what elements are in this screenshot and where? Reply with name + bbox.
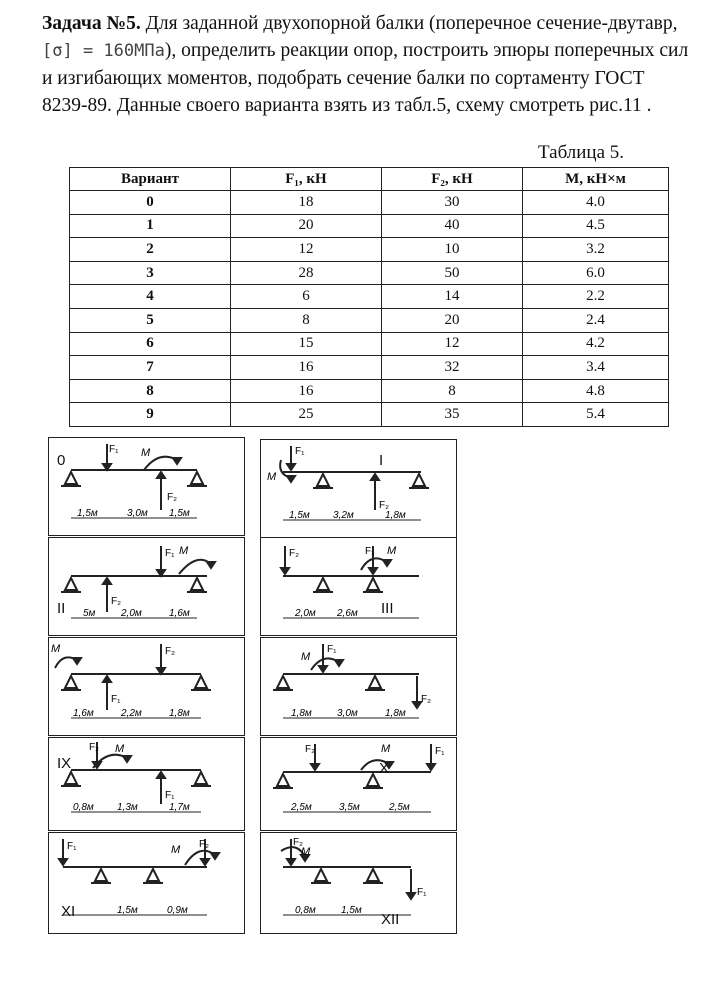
scheme-9-f2: F₂ — [293, 837, 303, 848]
scheme-1-dim-2: 3,2м — [333, 510, 354, 521]
scheme-5-m: M — [301, 651, 311, 663]
cell-m: 2.2 — [523, 285, 669, 309]
cell-f1: 18 — [231, 191, 382, 215]
table-row — [70, 308, 669, 332]
scheme-9-drawing — [261, 833, 456, 933]
scheme-8-f1: F₁ — [67, 841, 77, 852]
cell-f2: 12 — [382, 332, 523, 356]
scheme-7-f1: F₁ — [435, 746, 445, 757]
scheme-9-f1: F₁ — [417, 887, 427, 898]
cell-f1: 20 — [231, 214, 382, 238]
scheme-0-dim-2: 3,0м — [127, 508, 148, 519]
cell-f1: 25 — [231, 403, 382, 427]
scheme-2-m: M — [179, 545, 189, 557]
cell-f2: 14 — [382, 285, 523, 309]
scheme-label-I: I — [379, 452, 384, 469]
scheme-6-f2: F₂ — [89, 742, 99, 753]
scheme-5-drawing — [261, 638, 456, 735]
scheme-7-dim-1: 2,5м — [291, 802, 312, 813]
table-row — [70, 285, 669, 309]
scheme-2-dim-3: 1,6м — [169, 608, 190, 619]
cell-variant: 4 — [70, 285, 231, 309]
cell-f2: 40 — [382, 214, 523, 238]
scheme-8-dim-2: 0,9м — [167, 905, 188, 916]
task-title: Задача №5. — [42, 13, 141, 34]
header-variant: Вариант — [70, 168, 231, 191]
cell-variant: 3 — [70, 261, 231, 285]
cell-f2: 10 — [382, 238, 523, 262]
scheme-7-m: M — [381, 743, 391, 755]
scheme-3-f2: F₂ — [289, 548, 299, 559]
scheme-8-m: M — [171, 844, 181, 856]
scheme-7-drawing — [261, 738, 456, 830]
scheme-7-dim-3: 2,5м — [389, 802, 410, 813]
scheme-variant-6 — [48, 737, 245, 831]
scheme-6-m: M — [115, 743, 125, 755]
table-row — [70, 379, 669, 403]
cell-m: 4.0 — [523, 191, 669, 215]
cell-f1: 28 — [231, 261, 382, 285]
scheme-7-dim-2: 3,5м — [339, 802, 360, 813]
scheme-8-dim-1: 1,5м — [117, 905, 138, 916]
scheme-7-f2: F₂ — [305, 744, 315, 755]
scheme-3-m: M — [387, 545, 397, 557]
cell-m: 4.5 — [523, 214, 669, 238]
scheme-3-f1: F₁ — [365, 546, 375, 557]
scheme-label-X: X — [379, 760, 390, 777]
scheme-4-drawing — [49, 638, 244, 735]
scheme-1-f2: F₂ — [379, 500, 389, 511]
cell-variant: 2 — [70, 238, 231, 262]
scheme-9-dim-2: 1,5м — [341, 905, 362, 916]
cell-variant: 1 — [70, 214, 231, 238]
scheme-9-dim-1: 0,8м — [295, 905, 316, 916]
table-row — [70, 191, 669, 215]
table-row — [70, 332, 669, 356]
cell-variant: 6 — [70, 332, 231, 356]
cell-variant: 9 — [70, 403, 231, 427]
scheme-1-dim-1: 1,5м — [289, 510, 310, 521]
cell-f1: 16 — [231, 356, 382, 380]
cell-variant: 0 — [70, 191, 231, 215]
scheme-0-dim-1: 1,5м — [77, 508, 98, 519]
scheme-9-m: M — [301, 846, 311, 858]
scheme-1-m: M — [267, 471, 277, 483]
scheme-0-f2: F₂ — [167, 492, 177, 503]
scheme-6-f1: F₁ — [165, 790, 175, 801]
scheme-variant-2 — [48, 537, 245, 636]
scheme-6-dim-1: 0,8м — [73, 802, 94, 813]
scheme-label-IX: IX — [57, 755, 72, 772]
cell-f1: 15 — [231, 332, 382, 356]
scheme-0-drawing — [49, 438, 244, 535]
scheme-5-f2: F₂ — [421, 694, 431, 705]
task-statement — [42, 10, 692, 119]
cell-m: 4.8 — [523, 379, 669, 403]
cell-m: 4.2 — [523, 332, 669, 356]
scheme-3-dim-2: 2,6м — [337, 608, 358, 619]
scheme-0-f1: F₁ — [109, 444, 119, 455]
table-header-row — [70, 168, 669, 191]
scheme-1-dim-3: 1,8м — [385, 510, 406, 521]
scheme-0-m: M — [141, 447, 151, 459]
cell-variant: 8 — [70, 379, 231, 403]
task-text-after: ), определить реакции опор, построить эпюры поперечных сил и изгибающих моментов, подобрать сечение балки по сортаменту ГОСТ 8239-89. Данные своего варианта взять из табл.5, схему смотреть рис.11 . — [42, 40, 689, 116]
scheme-4-dim-3: 1,8м — [169, 708, 190, 719]
scheme-2-dim-1: 5м — [83, 608, 96, 619]
scheme-8-drawing — [49, 833, 244, 933]
scheme-variant-7 — [260, 737, 457, 831]
table-row — [70, 214, 669, 238]
scheme-variant-1 — [260, 439, 457, 538]
scheme-0-dim-3: 1,5м — [169, 508, 190, 519]
cell-f2: 35 — [382, 403, 523, 427]
scheme-3-drawing — [261, 538, 456, 635]
scheme-2-drawing — [49, 538, 244, 635]
scheme-4-f2: F₂ — [165, 646, 175, 657]
scheme-6-dim-3: 1,7м — [169, 802, 190, 813]
table-row — [70, 356, 669, 380]
scheme-6-drawing — [49, 738, 244, 830]
scheme-variant-8 — [48, 832, 245, 934]
cell-m: 3.2 — [523, 238, 669, 262]
scheme-4-dim-1: 1,6м — [73, 708, 94, 719]
cell-f1: 12 — [231, 238, 382, 262]
task-text-before: Для заданной двухопорной балки (поперечное сечение-двутавр, — [145, 13, 678, 34]
cell-f2: 30 — [382, 191, 523, 215]
header-f2: F₂, кН — [382, 168, 523, 191]
scheme-variant-9 — [260, 832, 457, 934]
scheme-label-II: II — [57, 600, 66, 617]
cell-f2: 20 — [382, 308, 523, 332]
scheme-2-dim-2: 2,0м — [121, 608, 142, 619]
scheme-1-f1: F₁ — [295, 446, 305, 457]
scheme-variant-4 — [48, 637, 245, 736]
scheme-3-dim-1: 2,0м — [295, 608, 316, 619]
cell-variant: 5 — [70, 308, 231, 332]
cell-f2: 32 — [382, 356, 523, 380]
cell-f2: 50 — [382, 261, 523, 285]
scheme-4-f1: F₁ — [111, 694, 121, 705]
scheme-5-dim-3: 1,8м — [385, 708, 406, 719]
scheme-4-dim-2: 2,2м — [121, 708, 142, 719]
table-caption: Таблица 5. — [538, 142, 625, 163]
allowable-stress-formula: [σ] = 160МПа — [42, 41, 165, 61]
cell-f1: 8 — [231, 308, 382, 332]
cell-m: 2.4 — [523, 308, 669, 332]
scheme-4-m: M — [51, 643, 61, 655]
scheme-variant-3 — [260, 537, 457, 636]
scheme-6-dim-2: 1,3м — [117, 802, 138, 813]
cell-m: 5.4 — [523, 403, 669, 427]
scheme-5-f1: F₁ — [327, 644, 337, 655]
scheme-label-XII: XII — [381, 911, 400, 928]
scheme-variant-5 — [260, 637, 457, 736]
header-m: M, кН×м — [523, 168, 669, 191]
scheme-variant-0 — [48, 437, 245, 536]
table-row — [70, 261, 669, 285]
scheme-1-drawing — [261, 440, 456, 537]
cell-m: 3.4 — [523, 356, 669, 380]
cell-variant: 7 — [70, 356, 231, 380]
scheme-5-dim-1: 1,8м — [291, 708, 312, 719]
table-row — [70, 238, 669, 262]
cell-m: 6.0 — [523, 261, 669, 285]
header-f1: F₁, кН — [231, 168, 382, 191]
variants-table — [69, 167, 669, 427]
cell-f1: 16 — [231, 379, 382, 403]
scheme-2-f1: F₁ — [165, 548, 175, 559]
scheme-2-f2: F₂ — [111, 596, 121, 607]
scheme-5-dim-2: 3,0м — [337, 708, 358, 719]
scheme-8-f2: F₂ — [199, 839, 209, 850]
cell-f1: 6 — [231, 285, 382, 309]
scheme-label-XI: XI — [61, 903, 76, 920]
cell-f2: 8 — [382, 379, 523, 403]
scheme-label-III: III — [381, 600, 394, 617]
scheme-label-0: 0 — [57, 452, 66, 469]
table-row — [70, 403, 669, 427]
